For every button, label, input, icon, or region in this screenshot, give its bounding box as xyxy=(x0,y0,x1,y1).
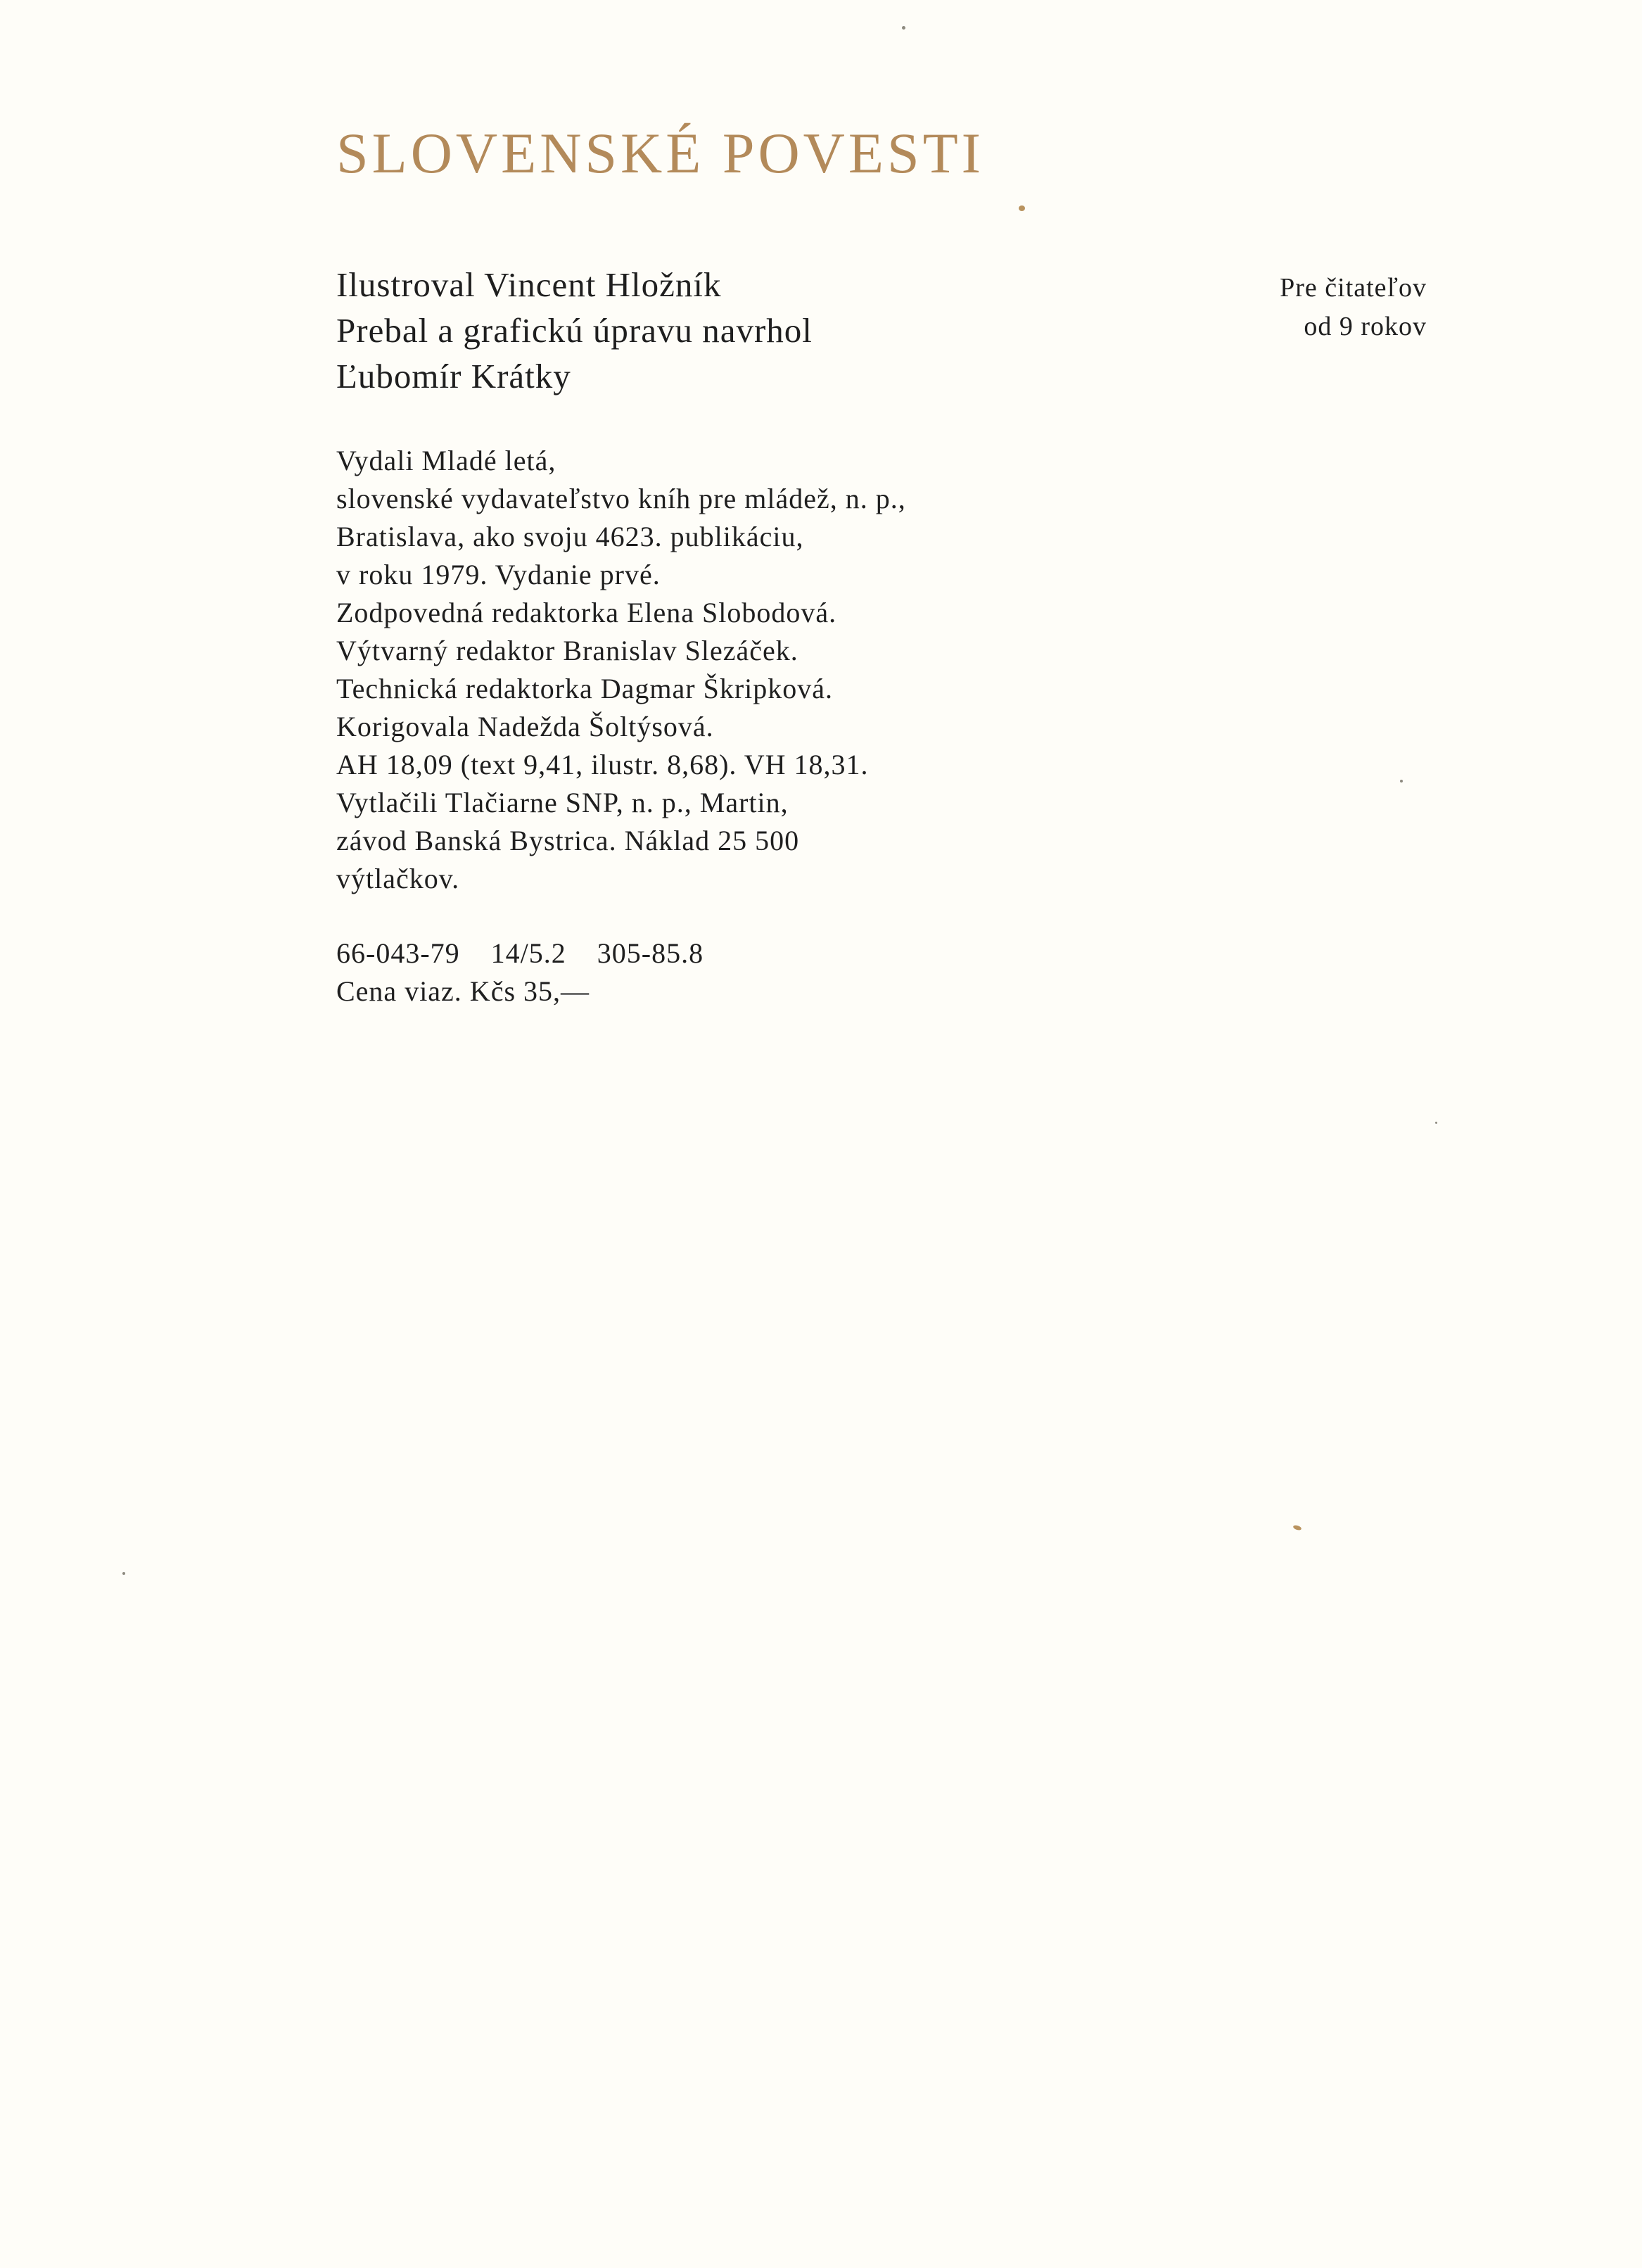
illustrator-credit: Ilustroval Vincent Hložník xyxy=(336,265,722,304)
paper-speck xyxy=(1435,1122,1437,1124)
imprint-line: Technická redaktorka Dagmar Škripková. xyxy=(336,673,834,704)
imprint-line: závod Banská Bystrica. Náklad 25 500 xyxy=(336,825,800,856)
imprint-line: slovenské vydavateľstvo kníh pre mládež, n. p., xyxy=(336,483,906,514)
publication-imprint xyxy=(336,442,906,898)
imprint-line: Zodpovedná redaktorka Elena Slobodová. xyxy=(336,597,837,628)
paper-speck xyxy=(1292,1524,1301,1531)
paper-speck xyxy=(1019,205,1025,211)
imprint-line: výtlačkov. xyxy=(336,863,460,894)
imprint-line: v roku 1979. Vydanie prvé. xyxy=(336,559,661,590)
imprint-line: AH 18,09 (text 9,41, ilustr. 8,68). VH 18,31. xyxy=(336,749,869,780)
price-line: Cena viaz. Kčs 35,— xyxy=(336,975,590,1007)
book-title: SLOVENSKÉ POVESTI xyxy=(336,121,984,185)
designer-name: Ľubomír Krátky xyxy=(336,357,571,395)
reader-age-line-1: Pre čitateľov xyxy=(1280,273,1427,303)
credits-block xyxy=(336,262,813,399)
paper-speck xyxy=(122,1572,125,1575)
paper-speck xyxy=(1400,780,1403,783)
design-credit: Prebal a grafickú úpravu navrhol xyxy=(336,311,813,350)
imprint-line: Korigovala Nadežda Šoltýsová. xyxy=(336,711,714,742)
catalog-and-price xyxy=(336,935,704,1011)
imprint-line: Vydali Mladé letá, xyxy=(336,445,556,476)
reader-age-note xyxy=(1075,269,1427,346)
imprint-line: Vytlačili Tlačiarne SNP, n. p., Martin, xyxy=(336,787,789,818)
paper-speck xyxy=(902,26,905,30)
imprint-line: Výtvarný redaktor Branislav Slezáček. xyxy=(336,635,798,666)
catalog-codes: 66-043-79 14/5.2 305-85.8 xyxy=(336,937,704,969)
imprint-line: Bratislava, ako svoju 4623. publikáciu, xyxy=(336,521,804,552)
reader-age-line-2: od 9 rokov xyxy=(1304,312,1427,341)
